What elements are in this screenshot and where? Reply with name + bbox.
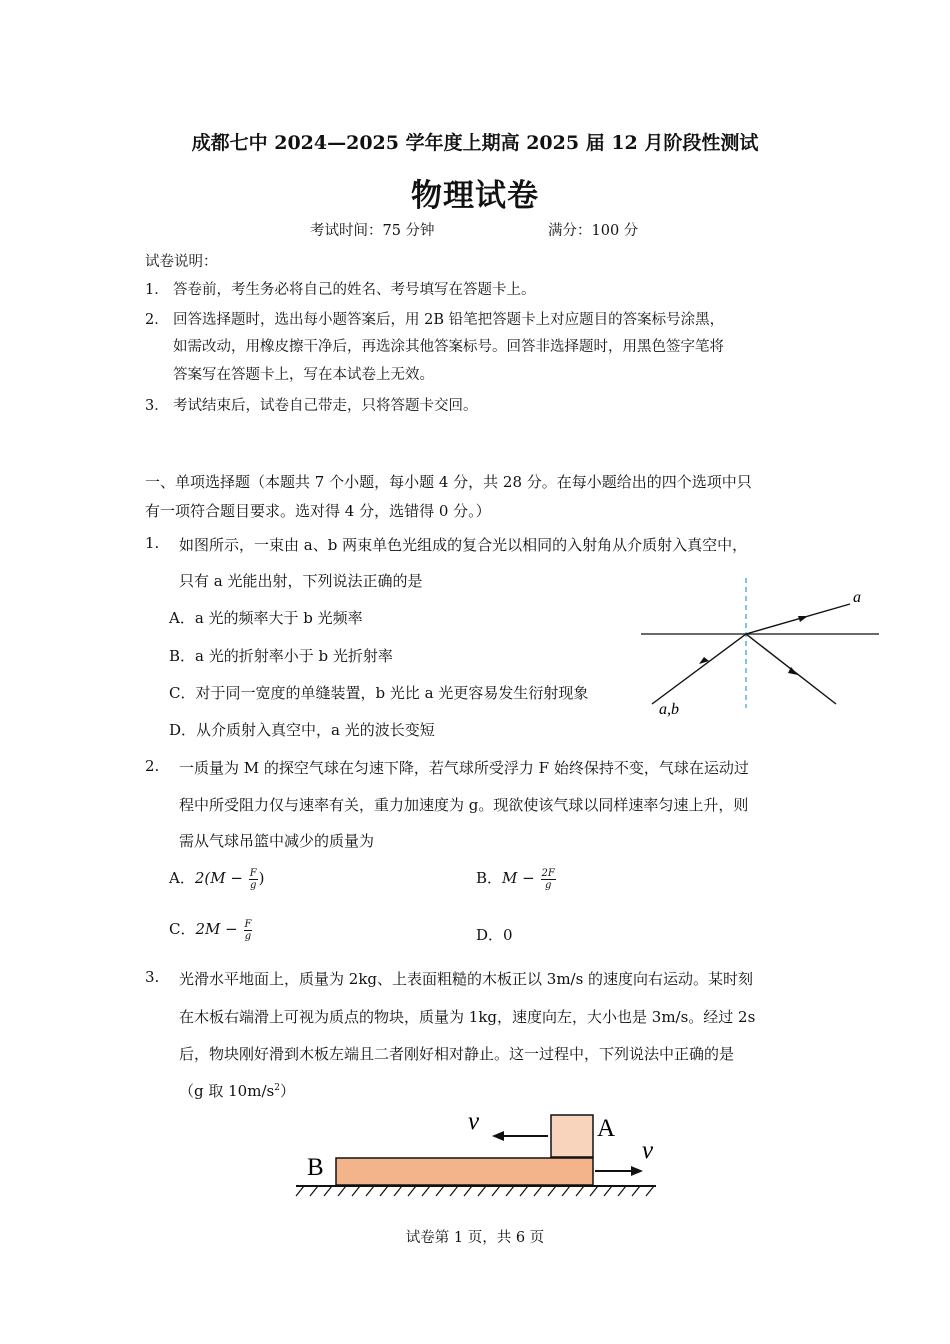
q2-option-a-pre: 2(M −	[194, 869, 243, 887]
exam-title: 成都七中 2024—2025 学年度上期高 2025 届 12 月阶段性测试	[191, 132, 759, 154]
ground-hatching	[296, 1186, 654, 1196]
q2-option-c-pre: 2M −	[195, 920, 238, 938]
subject-title: 物理试卷	[411, 178, 539, 214]
q2-option-b-fraction	[541, 868, 556, 891]
q3-stem-4-pre: （g 取 10m/s	[179, 1082, 275, 1100]
instruction-num-1: 1．	[145, 282, 169, 298]
block-a	[551, 1115, 593, 1157]
q2-option-a-fraction	[249, 868, 258, 891]
page-footer: 试卷第 1 页，共 6 页	[405, 1230, 545, 1246]
q1-option-d: D．从介质射入真空中，a 光的波长变短	[169, 721, 435, 739]
label-ab: a,b	[659, 701, 679, 717]
q3-stem-line-4	[179, 1080, 295, 1101]
q2-option-a	[169, 867, 265, 891]
q2-option-c-label: C．	[169, 920, 196, 938]
section-heading-line-2: 有一项符合题目要求。选对得 4 分，选错得 0 分。）	[145, 502, 491, 520]
board-velocity-arrowhead	[631, 1166, 643, 1176]
q2-option-b-label: B．	[476, 869, 503, 887]
q2-option-b	[476, 867, 557, 891]
q3-stem-4-sup: 2	[274, 1083, 280, 1093]
fraction-numerator: F	[244, 918, 252, 930]
q1-option-a: A．a 光的频率大于 b 光频率	[169, 609, 363, 627]
q1-refraction-diagram	[638, 572, 883, 717]
q2-stem-line-3: 需从气球吊篮中减少的质量为	[179, 832, 375, 850]
fraction-numerator: 2F	[541, 867, 555, 879]
instruction-1-line-1: 答卷前，考生务必将自己的姓名、考号填写在答题卡上。	[173, 282, 536, 298]
q2-option-d: D．0	[476, 926, 513, 944]
fraction-denominator: g	[544, 879, 552, 891]
q3-stem-line-2: 在木板右端滑上可视为质点的物块，质量为 1kg，速度向左，大小也是 3m/s。经过 2s	[179, 1008, 756, 1026]
q2-option-c	[169, 918, 253, 942]
refracted-arrow	[798, 616, 808, 622]
label-v-board: v	[642, 1137, 654, 1164]
q2-option-c-fraction	[244, 919, 253, 942]
q1-stem-line-1: 如图所示，一束由 a、b 两束单色光组成的复合光以相同的入射角从介质射入真空中，	[179, 536, 748, 554]
instructions-heading: 试卷说明：	[145, 254, 218, 270]
instruction-num-3: 3．	[145, 398, 169, 414]
refracted-ray-a	[746, 604, 850, 634]
section-heading-line-1: 一、单项选择题（本题共 7 个小题，每小题 4 分，共 28 分。在每小题给出的四个选项中只	[145, 473, 752, 491]
instruction-num-2: 2．	[145, 312, 169, 328]
fraction-denominator: g	[249, 879, 257, 891]
instruction-2-line-3: 答案写在答题卡上，写在本试卷上无效。	[173, 367, 434, 383]
instruction-2-line-2: 如需改动，用橡皮擦干净后，再选涂其他答案标号。回答非选择题时，用黑色签字笔将	[173, 339, 724, 355]
q2-stem-line-2: 程中所受阻力仅与速率有关，重力加速度为 g。现欲使该气球以同样速率匀速上升，则	[179, 796, 749, 814]
incident-ray	[652, 634, 746, 704]
q2-option-b-pre: M −	[502, 869, 535, 887]
label-A: A	[597, 1115, 616, 1142]
label-a: a	[853, 589, 861, 606]
instruction-2-line-1: 回答选择题时，选出每小题答案后，用 2B 铅笔把答题卡上对应题目的答案标号涂黑，	[173, 312, 725, 328]
q3-stem-line-1: 光滑水平地面上，质量为 2kg、上表面粗糙的木板正以 3m/s 的速度向右运动。某时刻	[179, 970, 754, 988]
block-velocity-arrowhead	[492, 1131, 504, 1141]
q1-option-b: B．a 光的折射率小于 b 光折射率	[169, 647, 393, 665]
exam-time: 考试时间：75 分钟	[310, 223, 435, 239]
q1-stem-line-2: 只有 a 光能出射，下列说法正确的是	[179, 572, 423, 590]
fraction-numerator: F	[249, 867, 257, 879]
label-v-block: v	[468, 1108, 480, 1135]
q3-stem-line-3: 后，物块刚好滑到木板左端且二者刚好相对静止。这一过程中，下列说法中正确的是	[179, 1045, 735, 1063]
q3-stem-4-post: ）	[279, 1082, 295, 1100]
q2-number: 2.	[145, 757, 160, 775]
q3-number: 3.	[145, 968, 160, 986]
q1-number: 1.	[145, 534, 160, 552]
board-b	[336, 1158, 593, 1185]
q2-option-a-label: A．	[169, 869, 195, 887]
q1-option-c: C．对于同一宽度的单缝装置，b 光比 a 光更容易发生衍射现象	[169, 684, 589, 702]
q3-board-block-diagram	[290, 1104, 660, 1204]
q2-option-a-post: )	[258, 869, 265, 887]
fraction-denominator: g	[244, 930, 252, 942]
instruction-3-line-1: 考试结束后，试卷自己带走，只将答题卡交回。	[173, 398, 478, 414]
q2-stem-line-1: 一质量为 M 的探空气球在匀速下降，若气球所受浮力 F 始终保持不变，气球在运动过	[179, 759, 749, 777]
full-score: 满分：100 分	[548, 223, 639, 239]
label-B: B	[307, 1154, 324, 1181]
